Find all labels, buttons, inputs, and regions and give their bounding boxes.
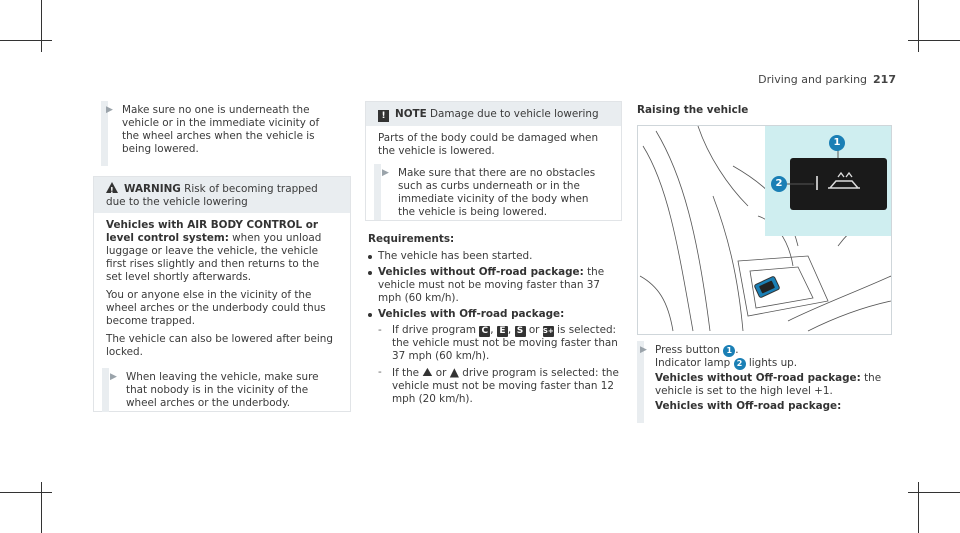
warning-para3: The vehicle can also be lowered after being locked. bbox=[106, 333, 333, 358]
note-box bbox=[365, 101, 622, 221]
step-make-sure: ▶ Make sure no one is underneath the vehicle or in the immediate vicinity of the wheel arches when the vehicle is being lowered. bbox=[106, 104, 320, 155]
req-without-offroad: Vehicles without Off-road package: the vehicle must not be moving faster than 37 mph (60 km/h). bbox=[378, 266, 605, 304]
note-para: Parts of the body could be damaged when the vehicle is lowered. bbox=[378, 132, 599, 157]
crop-mark bbox=[0, 492, 52, 493]
arrow-icon: ▶ bbox=[110, 372, 117, 382]
note-icon: ! bbox=[378, 110, 389, 122]
rock-icon: ▲ bbox=[449, 365, 459, 379]
step-bar bbox=[374, 164, 381, 220]
crop-mark bbox=[908, 40, 960, 41]
crop-mark bbox=[908, 492, 960, 493]
step-bar bbox=[102, 368, 109, 412]
crop-mark bbox=[41, 0, 42, 52]
illustration bbox=[637, 125, 892, 335]
crop-mark bbox=[0, 40, 52, 41]
warning-para2: You or anyone else in the vicinity of the wheel arches or the underbody could thus become trapped. bbox=[106, 289, 326, 327]
page-header bbox=[758, 73, 896, 86]
section-title-raising: Raising the vehicle bbox=[637, 104, 749, 116]
warning-title: Risk of becoming trapped due to the vehicle lowering bbox=[106, 183, 318, 208]
sub-req-1: If drive program C , E , S or S+ is selected: the vehicle must not be moving faster than 37 mph (60 km/h). bbox=[392, 324, 618, 362]
arrow-icon: ▶ bbox=[640, 345, 647, 355]
callout-2-ref: 2 bbox=[734, 358, 746, 370]
note-title: Damage due to vehicle lowering bbox=[430, 108, 599, 120]
page-number: 217 bbox=[873, 73, 896, 86]
note-label: NOTE bbox=[395, 108, 427, 120]
console-illustration bbox=[638, 126, 891, 334]
sub-req-2: If the ⛰ or ▲ drive program is selected: the vehicle must not be moving faster than 12 mph (20 km/h). bbox=[392, 365, 619, 405]
key-s-icon: S bbox=[515, 326, 526, 337]
offroad-icon: ⛰ bbox=[422, 365, 433, 379]
key-splus-icon: S+ bbox=[542, 327, 554, 335]
section-title: Driving and parking bbox=[758, 73, 868, 86]
arrow-icon: ▶ bbox=[382, 168, 389, 178]
crop-mark bbox=[41, 482, 42, 533]
warning-label: WARNING bbox=[124, 183, 181, 195]
key-e-icon: E bbox=[497, 326, 508, 337]
requirements: Requirements: The vehicle has been started. Vehicles without Off-road package: the vehicle must not be moving faster than 37 mph (60 km/h). Vehicles with Off-road package: - If drive program C , E , S or S+ is selected: the vehicle must not be moving faster than 37 mph (60 km/h). - If the ⛰ or ▲ drive program is selected: the vehicle must not be moving faster than 12 mph (20 km/h). bbox=[368, 233, 622, 406]
warning-box bbox=[93, 176, 351, 412]
warning-para1: Vehicles with AIR BODY CONTROL or level control system: when you unload luggage or leave the vehicle, the vehicle first rises slightly and then returns to the set level shortly afterwards. bbox=[106, 219, 322, 283]
without-offroad-text: Vehicles without Off-road package: the vehicle is set to the high level +1. bbox=[655, 372, 882, 397]
key-c-icon: C bbox=[479, 326, 490, 337]
raising-steps bbox=[640, 344, 885, 413]
callout-1-ref: 1 bbox=[723, 345, 735, 357]
callout-1: 1 bbox=[829, 135, 845, 151]
crop-mark bbox=[918, 482, 919, 533]
arrow-icon: ▶ bbox=[106, 105, 113, 115]
req-with-offroad: Vehicles with Off-road package: bbox=[378, 308, 565, 320]
note-step: Make sure that there are no obstacles such as curbs underneath or in the immediate vicinity of the body when the vehicle is being lowered. bbox=[398, 167, 596, 218]
press-button-step: Press button 1 . bbox=[655, 344, 739, 356]
crop-mark bbox=[918, 0, 919, 52]
warning-step: When leaving the vehicle, make sure that nobody is in the vicinity of the wheel arches or the underbody. bbox=[126, 371, 319, 409]
callout-2: 2 bbox=[771, 176, 787, 192]
with-offroad-text: Vehicles with Off-road package: bbox=[655, 400, 842, 412]
req-started: The vehicle has been started. bbox=[378, 250, 533, 262]
indicator-text: Indicator lamp 2 lights up. bbox=[655, 357, 798, 369]
warning-icon bbox=[106, 182, 118, 193]
requirements-title: Requirements: bbox=[368, 233, 455, 245]
